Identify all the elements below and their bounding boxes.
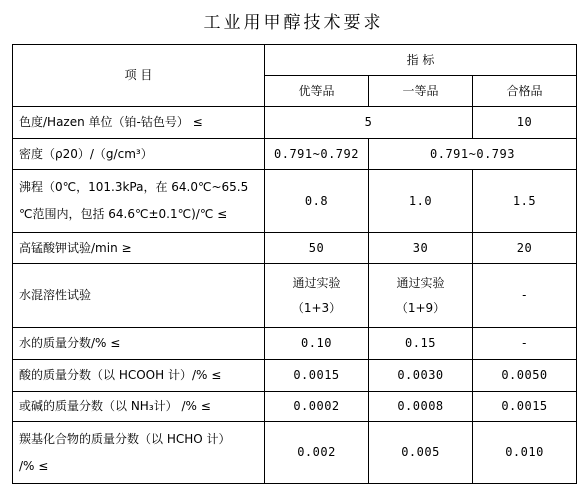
row-label-line: ℃范围内，包括 64.6℃±0.1℃)/℃ ≤: [19, 207, 228, 221]
table-row: [13, 392, 577, 422]
table-row: [13, 264, 577, 328]
header-row: [13, 45, 577, 76]
row-label-line: 沸程（0℃，101.3kPa，在 64.0℃~65.5: [19, 180, 249, 194]
cell-qualified: 20: [473, 233, 577, 264]
row-label-line: 羰基化合物的质量分数（以 HCHO 计）: [19, 431, 231, 446]
cell-first: [369, 264, 473, 328]
row-label: 酸的质量分数（以 HCOOH 计）/% ≤: [13, 360, 265, 392]
row-label: [13, 170, 265, 233]
cell-first: 0.005: [369, 422, 473, 484]
cell-line: 通过实验: [292, 275, 341, 290]
row-label: 高锰酸钾试验/min ≥: [13, 233, 265, 264]
cell-superior: [265, 264, 369, 328]
row-label: 水的质量分数/% ≤: [13, 328, 265, 360]
row-label: 色度/Hazen 单位（铂-钴色号） ≤: [13, 107, 265, 139]
grade-first: 一等品: [369, 76, 473, 107]
header-item: 项 目: [13, 45, 265, 107]
row-label-line: /% ≤: [19, 458, 49, 473]
cell-superior: 0.0015: [265, 360, 369, 392]
grade-qualified: 合格品: [473, 76, 577, 107]
cell-line: （1+3）: [291, 300, 342, 315]
cell-first: 30: [369, 233, 473, 264]
cell-superior: 0.791~0.792: [265, 139, 369, 170]
cell-superior: 0.002: [265, 422, 369, 484]
cell-first-qualified: 0.791~0.793: [369, 139, 577, 170]
row-label: 密度（ρ20）/（g/cm³）: [13, 139, 265, 170]
cell-superior: 0.0002: [265, 392, 369, 422]
page-title: 工业用甲醇技术要求: [203, 13, 384, 33]
cell-superior: 0.8: [265, 170, 369, 233]
cell-qualified: 10: [473, 107, 577, 139]
cell-qualified: 1.5: [473, 170, 577, 233]
table-row: [13, 107, 577, 139]
table-row: [13, 328, 577, 360]
cell-qualified: -: [473, 328, 577, 360]
cell-qualified: 0.0015: [473, 392, 577, 422]
cell-line: 通过实验: [396, 275, 445, 290]
cell-superior-first: 5: [265, 107, 473, 139]
cell-qualified: -: [473, 264, 577, 328]
cell-first: 0.15: [369, 328, 473, 360]
grade-superior: 优等品: [265, 76, 369, 107]
table-row: [13, 170, 577, 233]
cell-line: （1+9）: [395, 300, 446, 315]
cell-first: 0.0030: [369, 360, 473, 392]
table-row: [13, 233, 577, 264]
cell-superior: 0.10: [265, 328, 369, 360]
cell-superior: 50: [265, 233, 369, 264]
cell-first: 0.0008: [369, 392, 473, 422]
cell-first: 1.0: [369, 170, 473, 233]
table-row: [13, 360, 577, 392]
row-label: 或碱的质量分数（以 NH₃计） /% ≤: [13, 392, 265, 422]
table-row: [13, 139, 577, 170]
spec-table: [12, 44, 577, 484]
row-label: 水混溶性试验: [13, 264, 265, 328]
cell-qualified: 0.0050: [473, 360, 577, 392]
row-label: [13, 422, 265, 484]
cell-qualified: 0.010: [473, 422, 577, 484]
table-row: [13, 422, 577, 484]
header-indicator: 指 标: [265, 45, 577, 76]
